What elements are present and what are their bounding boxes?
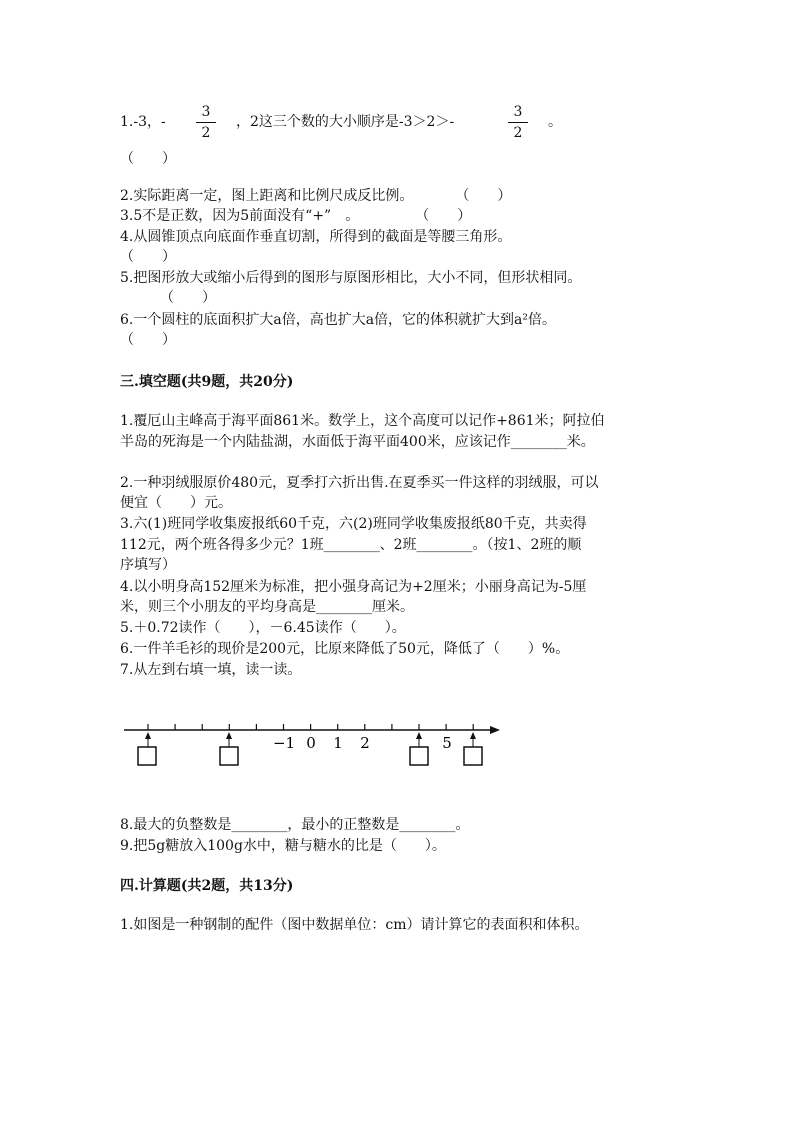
answer-box-2[interactable] bbox=[220, 732, 238, 765]
judge-q4-answer-paren: （ ） bbox=[120, 249, 176, 265]
fill-q1-line1: 1.覆厄山主峰高于海平面861米。数学上，这个高度可以记作+861米；阿拉伯 bbox=[120, 413, 605, 429]
fill-q2-line2: 便宜（ ）元。 bbox=[120, 495, 232, 511]
judge-q6: 6.一个圆柱的底面积扩大a倍，高也扩大a倍，它的体积就扩大到a²倍。 bbox=[120, 312, 557, 328]
fill-q8: 8.最大的负整数是________，最小的正整数是________。 bbox=[120, 817, 470, 833]
judge-q1-part-b: ，2这三个数的大小顺序是-3＞2＞- bbox=[236, 114, 455, 130]
fill-q6: 6.一件羊毛衫的现价是200元，比原来降低了50元，降低了（ ）%。 bbox=[120, 641, 570, 657]
section-heading-calc: 四.计算题(共2题，共13分) bbox=[120, 878, 294, 894]
fill-q2-line1: 2.一种羽绒服原价480元，夏季打六折出售.在夏季买一件这样的羽绒服，可以 bbox=[120, 475, 599, 491]
judge-q1-part-c: 。 bbox=[548, 114, 562, 130]
judge-q3: 3.5不是正数，因为5前面没有“+” 。 （ ） bbox=[120, 208, 472, 224]
fill-q1-line2: 半岛的死海是一个内陆盐湖，水面低于海平面400米，应该记作________米。 bbox=[120, 434, 595, 450]
answer-box-4[interactable] bbox=[464, 732, 482, 765]
judge-q1-part-a: 1.-3，- bbox=[120, 114, 166, 130]
number-line-figure bbox=[0, 710, 794, 790]
fill-q9: 9.把5g糖放入100g水中，糖与糖水的比是（ ）。 bbox=[120, 838, 446, 854]
fraction-three-halves-2: 3 2 bbox=[508, 104, 528, 141]
number-line-ticks bbox=[148, 724, 473, 730]
fraction-three-halves-1: 3 2 bbox=[196, 104, 216, 141]
judge-q1-answer-paren: （ ） bbox=[120, 151, 176, 167]
judge-q5: 5.把图形放大或缩小后得到的图形与原图形相比，大小不同，但形状相同。 bbox=[120, 270, 582, 286]
number-line-arrowhead bbox=[490, 726, 500, 734]
answer-box-1[interactable] bbox=[138, 732, 156, 765]
judge-q4: 4.从圆锥顶点向底面作垂直切割，所得到的截面是等腰三角形。 bbox=[120, 229, 512, 245]
section-heading-fill: 三.填空题(共9题，共20分) bbox=[120, 374, 294, 390]
label-minus-one: −1 bbox=[272, 734, 296, 752]
answer-box-3[interactable] bbox=[410, 732, 428, 765]
label-one: 1 bbox=[333, 734, 343, 752]
label-zero: 0 bbox=[306, 734, 316, 752]
judge-q5-answer-paren: （ ） bbox=[160, 290, 216, 306]
fill-q5: 5.＋0.72读作（ ），－6.45读作（ ）。 bbox=[120, 620, 406, 636]
fill-q4-line2: 米，则三个小朋友的平均身高是________厘米。 bbox=[120, 599, 414, 615]
calc-q1: 1.如图是一种钢制的配件（图中数据单位：cm）请计算它的表面积和体积。 bbox=[120, 917, 589, 933]
judge-q6-answer-paren: （ ） bbox=[120, 332, 176, 348]
label-two: 2 bbox=[360, 734, 370, 752]
label-five: 5 bbox=[442, 734, 452, 752]
fill-q4-line1: 4.以小明身高152厘米为标准，把小强身高记为+2厘米；小丽身高记为-5厘 bbox=[120, 579, 587, 595]
judge-q2: 2.实际距离一定，图上距离和比例尺成反比例。 （ ） bbox=[120, 188, 512, 204]
fill-q7: 7.从左到右填一填，读一读。 bbox=[120, 662, 302, 678]
fill-q3-line1: 3.六(1)班同学收集废报纸60千克，六(2)班同学收集废报纸80千克，共卖得 bbox=[120, 516, 587, 532]
fill-q3-line3: 序填写） bbox=[120, 557, 176, 573]
fill-q3-line2: 112元，两个班各得多少元？1班________、2班________。（按1、2班的顺 bbox=[120, 537, 582, 553]
